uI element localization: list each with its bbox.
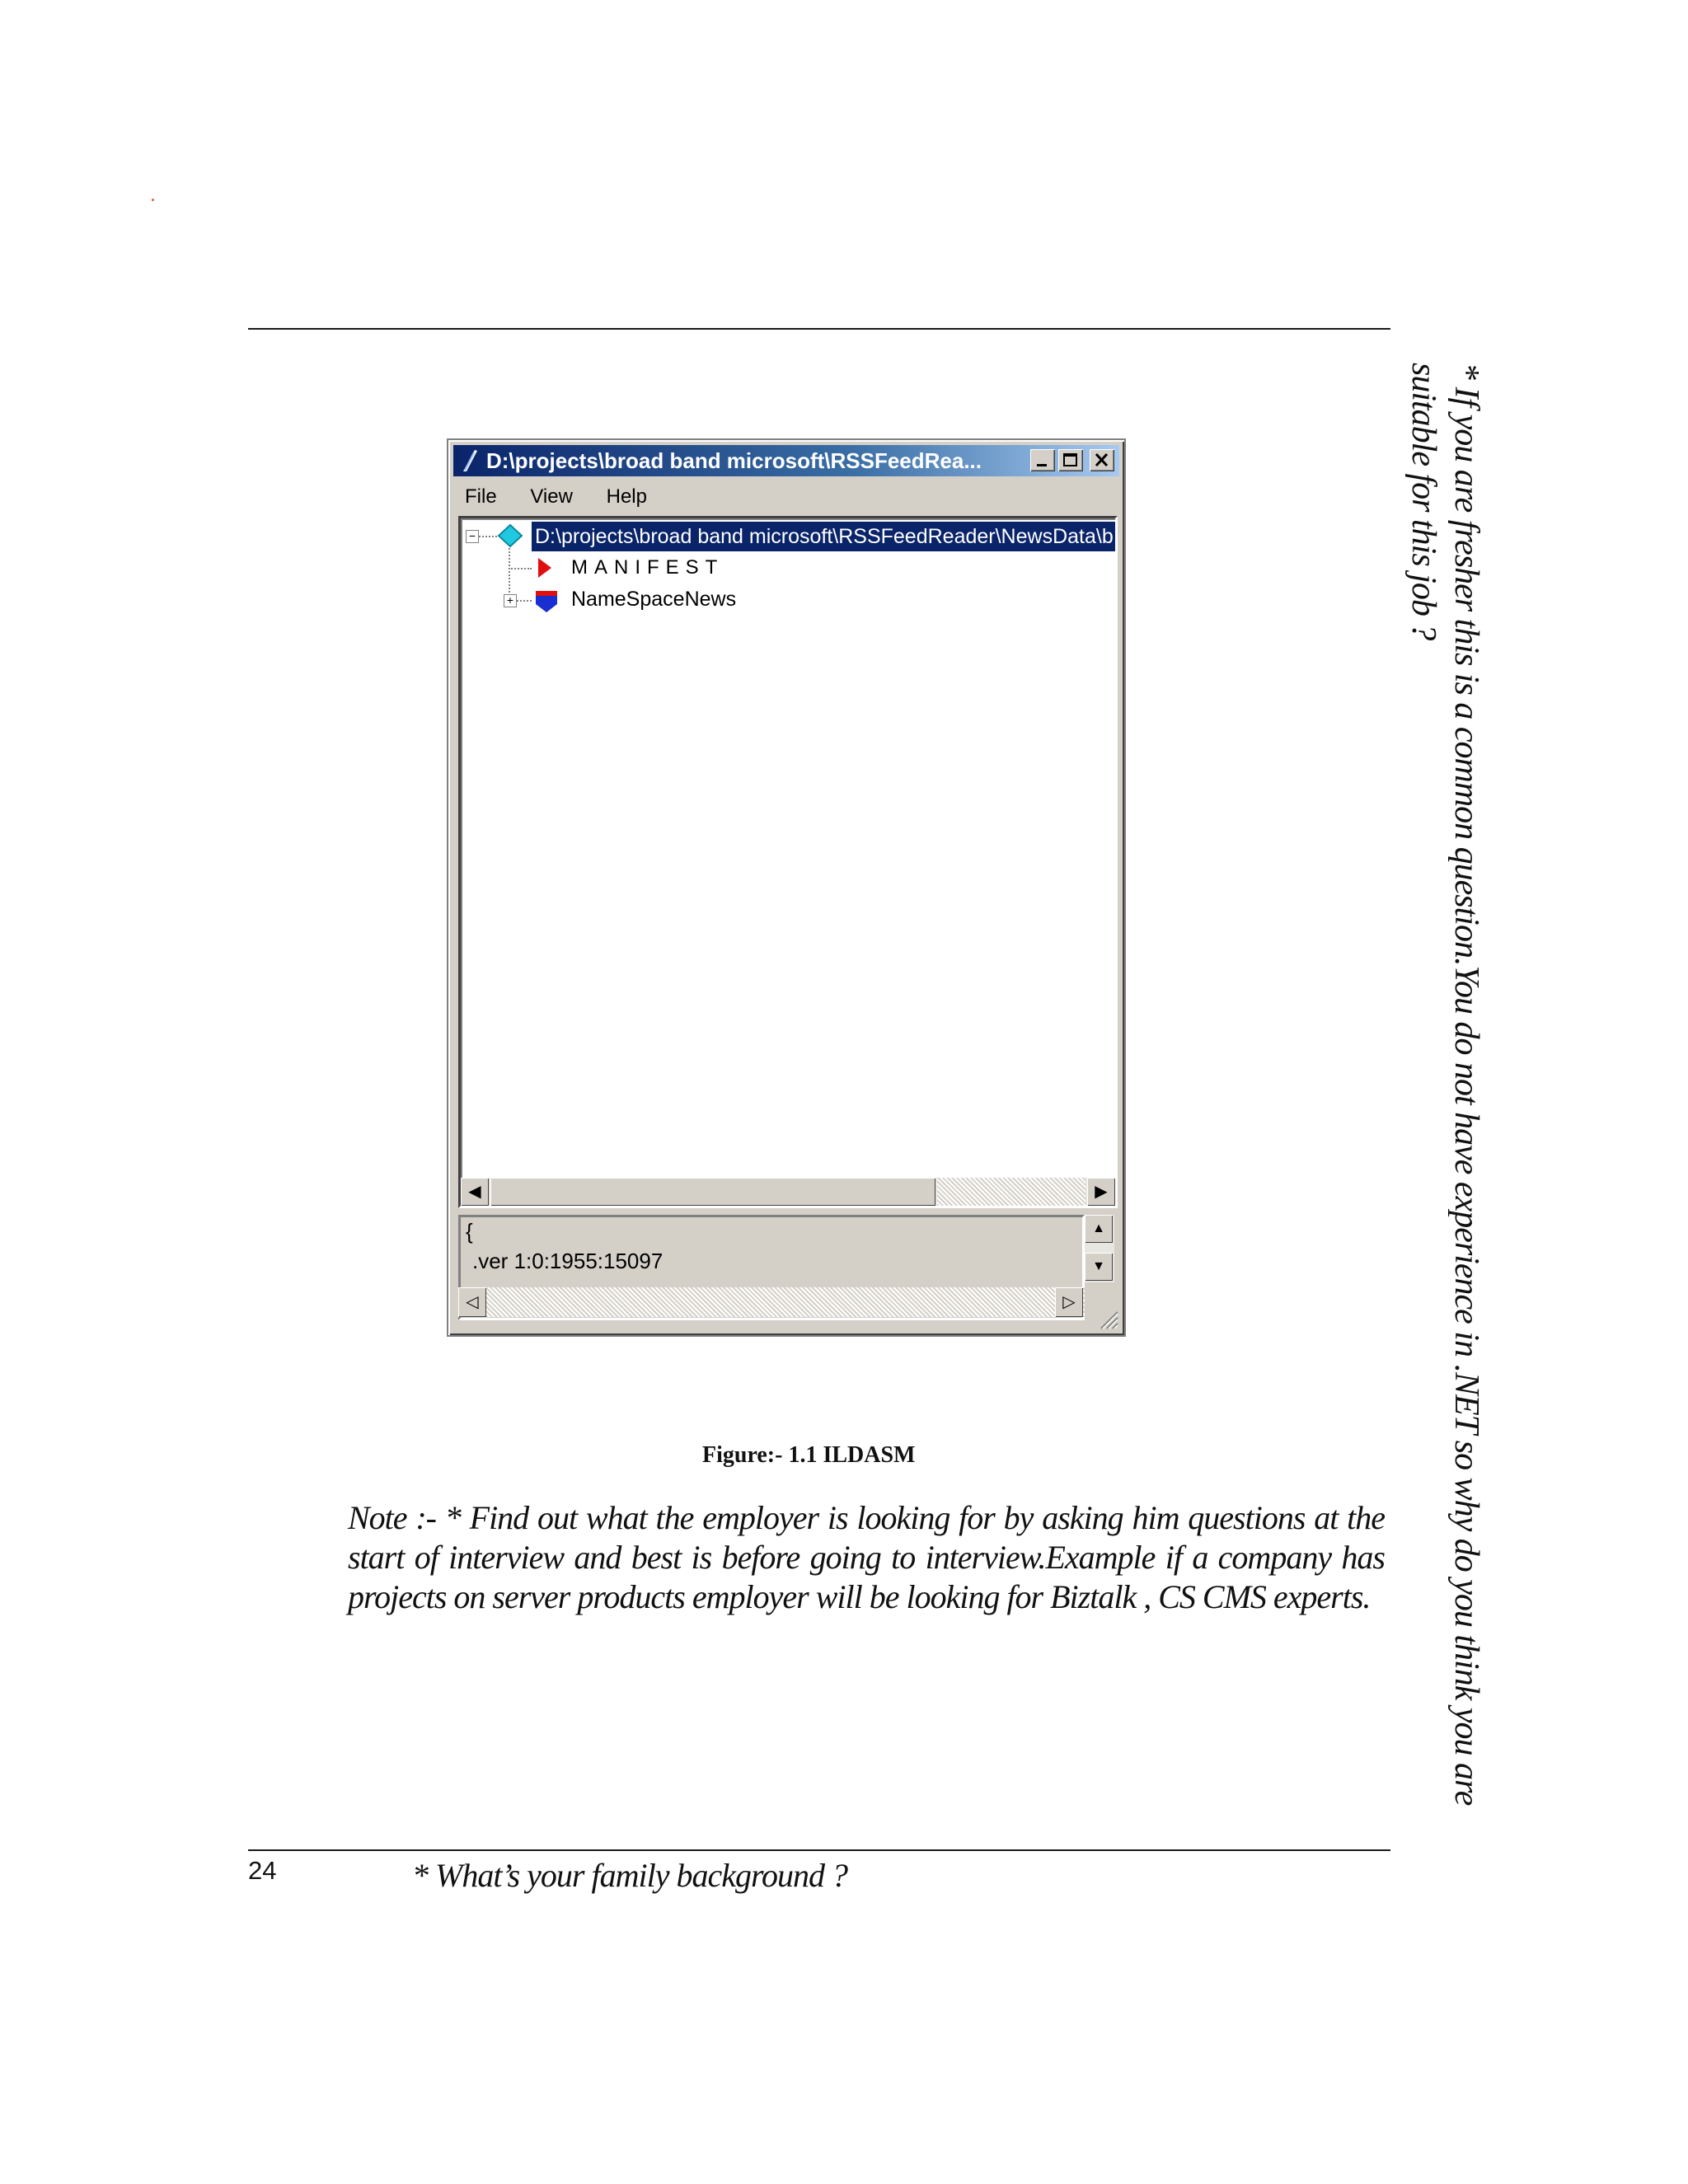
menu-file[interactable]: File <box>465 485 497 508</box>
menu-bar <box>457 483 667 511</box>
tree-view[interactable] <box>458 516 1118 1208</box>
close-button[interactable] <box>1090 449 1114 471</box>
stray-dot <box>152 199 154 201</box>
tree-node-namespace[interactable]: NameSpaceNews <box>571 588 737 611</box>
tree-connector <box>479 536 497 537</box>
ildasm-app-icon <box>460 448 480 473</box>
scroll-down-button[interactable]: ▼ <box>1085 1253 1113 1281</box>
figure-caption: Figure:- 1.1 ILDASM <box>702 1442 916 1468</box>
close-icon <box>1090 449 1114 471</box>
manifest-icon <box>535 556 555 579</box>
maximize-icon <box>1058 449 1083 471</box>
menu-view[interactable]: View <box>530 485 573 508</box>
footer-rule <box>248 1849 1390 1851</box>
minimize-button[interactable] <box>1030 449 1055 471</box>
info-scroll-right-button[interactable]: ▷ <box>1055 1287 1083 1317</box>
namespace-icon <box>533 588 560 614</box>
collapse-icon[interactable]: − <box>466 530 479 543</box>
tree-connector <box>517 600 532 602</box>
info-vertical-scrollbar[interactable] <box>1085 1215 1114 1282</box>
assembly-icon <box>497 523 523 548</box>
scroll-left-button[interactable]: ◀ <box>461 1178 489 1206</box>
info-scroll-left-button[interactable]: ◁ <box>458 1287 486 1317</box>
ildasm-window[interactable] <box>447 438 1126 1337</box>
info-line-brace: { <box>466 1219 473 1244</box>
scroll-up-button[interactable]: ▲ <box>1085 1215 1113 1243</box>
window-titlebar[interactable] <box>453 445 1119 476</box>
tree-connector <box>509 568 532 569</box>
scroll-right-button[interactable]: ▶ <box>1087 1178 1115 1206</box>
side-note: * If you are fresher this is a common question.You do not have experience in .NET so why do you think you are suitable for this job ? <box>1404 363 1485 1806</box>
resize-grip-icon[interactable] <box>1096 1307 1119 1330</box>
page-number: 24 <box>248 1856 277 1885</box>
info-horizontal-scrollbar[interactable] <box>458 1287 1085 1317</box>
scroll-thumb[interactable] <box>490 1178 935 1206</box>
info-line-version: .ver 1:0:1955:15097 <box>472 1249 663 1273</box>
header-rule <box>248 328 1390 330</box>
tree-node-manifest[interactable]: MANIFEST <box>571 556 724 579</box>
window-title: D:\projects\broad band microsoft\RSSFeedRea... <box>486 448 982 473</box>
minimize-icon <box>1030 449 1055 471</box>
tree-horizontal-scrollbar[interactable] <box>461 1178 1115 1206</box>
maximize-button[interactable] <box>1058 449 1083 471</box>
note-paragraph: Note :- * Find out what the employer is looking for by asking him questions at the start of interview and best is before going to interview.Example if a company has projects on server products employer will be looking for Biztalk , CS CMS experts. <box>348 1499 1385 1615</box>
footer-question: * What’s your family background ? <box>412 1857 848 1894</box>
scroll-track[interactable] <box>937 1178 1085 1206</box>
expand-icon[interactable]: + <box>504 594 517 607</box>
menu-help[interactable]: Help <box>606 485 647 508</box>
tree-root-node[interactable]: D:\projects\broad band microsoft\RSSFeedReader\NewsData\b <box>532 522 1118 551</box>
